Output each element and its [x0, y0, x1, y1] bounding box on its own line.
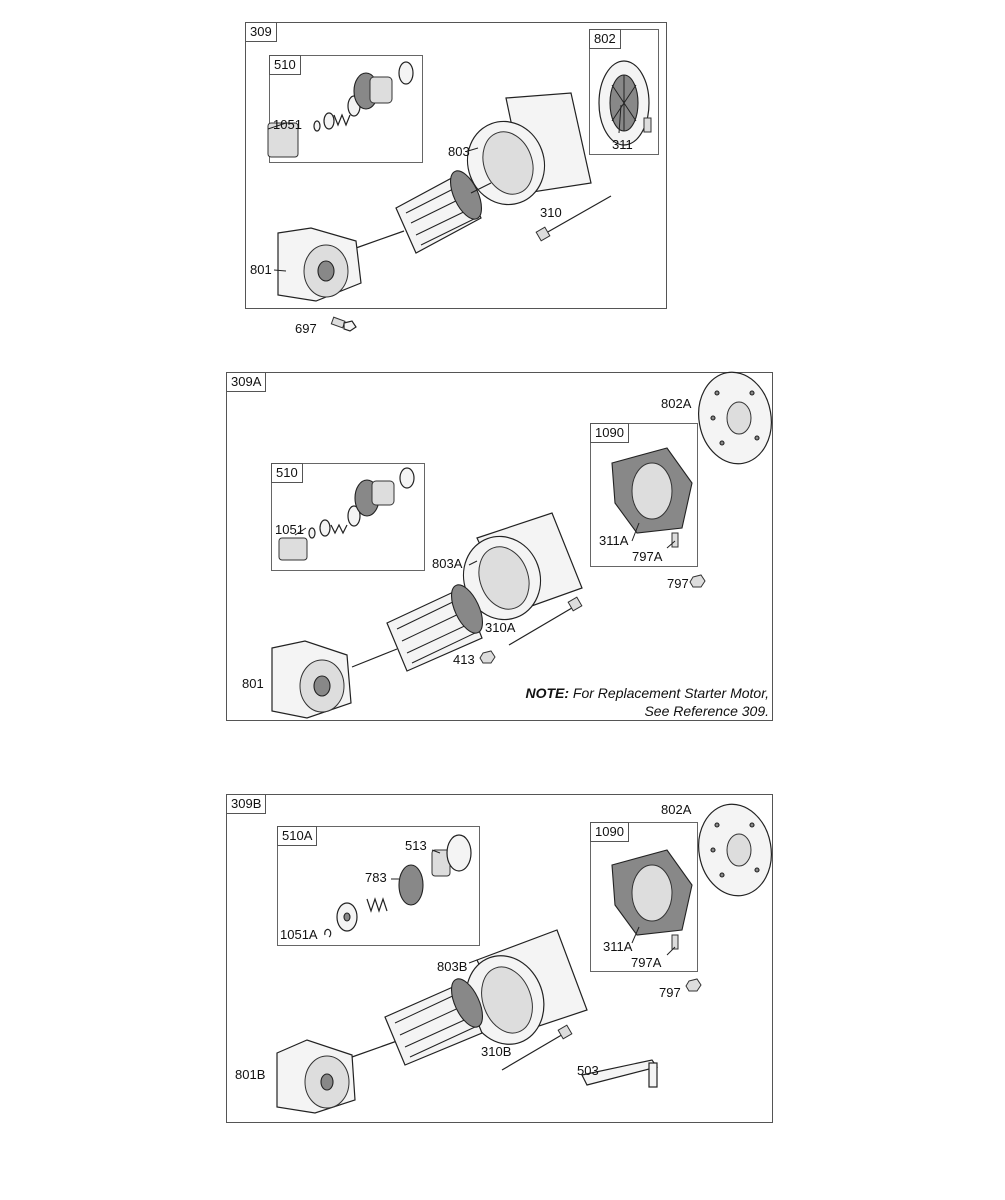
mounting-bracket-801-icon — [272, 641, 351, 718]
leader-803B — [469, 960, 477, 963]
nut-413-icon — [480, 651, 495, 663]
label-802A: 802A — [661, 802, 692, 817]
label-783: 783 — [365, 870, 387, 885]
label-797: 797 — [667, 576, 689, 591]
screw-697-icon — [330, 315, 360, 335]
label-797: 797 — [659, 985, 681, 1000]
replacement-note — [487, 684, 769, 720]
sub-assembly-tag-802: 802 — [589, 29, 621, 49]
note-line-2: See Reference 309. — [644, 703, 769, 719]
label-803: 803 — [448, 144, 470, 159]
panel-309A — [226, 372, 773, 721]
label-797A: 797A — [632, 549, 663, 564]
sub-assembly-tag-510: 510 — [271, 463, 303, 483]
label-311A: 311A — [599, 533, 629, 548]
panel-tag-309: 309 — [245, 22, 277, 42]
label-802A: 802A — [661, 396, 692, 411]
label-310B: 310B — [481, 1044, 512, 1059]
note-prefix: NOTE: — [525, 685, 570, 701]
panel-309 — [245, 22, 667, 309]
nut-797-icon — [690, 575, 705, 587]
label-311A: 311A — [603, 939, 633, 954]
panel-tag-309A: 309A — [226, 372, 266, 392]
pinion-gear-icon — [268, 62, 413, 157]
sub-assembly-tag-1090: 1090 — [590, 423, 629, 443]
panel-309B — [226, 794, 773, 1123]
leader-797A — [667, 947, 675, 955]
drive-assembly-510A-icon — [325, 835, 471, 937]
mounting-bracket-801-icon — [278, 228, 361, 301]
label-310A: 310A — [485, 620, 516, 635]
label-413: 413 — [453, 652, 475, 667]
label-1051: 1051 — [275, 522, 304, 537]
mounting-bracket-801B-icon — [277, 1040, 355, 1113]
armature-icon — [352, 974, 489, 1065]
note-line-1: For Replacement Starter Motor, — [572, 685, 769, 701]
label-310: 310 — [540, 205, 562, 220]
sub-assembly-tag-1090: 1090 — [590, 822, 629, 842]
label-697: 697 — [295, 321, 317, 336]
nut-797-icon — [686, 979, 701, 991]
pinion-gear-icon — [279, 468, 414, 560]
armature-icon — [356, 166, 491, 253]
end-plate-802A-icon — [692, 366, 779, 469]
label-801B: 801B — [235, 1067, 266, 1082]
starter-motor-309A-drawing — [227, 373, 772, 720]
label-513: 513 — [405, 838, 427, 853]
label-801: 801 — [250, 262, 272, 277]
label-803A: 803A — [432, 556, 463, 571]
label-797A: 797A — [631, 955, 662, 970]
label-1051: 1051 — [273, 117, 302, 132]
label-1051A: 1051A — [280, 927, 318, 942]
sub-assembly-tag-510: 510 — [269, 55, 301, 75]
label-801: 801 — [242, 676, 264, 691]
end-plate-802A-icon — [692, 798, 779, 901]
panel-tag-309B: 309B — [226, 794, 266, 814]
sub-assembly-tag-510A: 510A — [277, 826, 317, 846]
label-311: 311 — [612, 137, 633, 152]
starter-motor-309-drawing — [246, 23, 666, 308]
label-803B: 803B — [437, 959, 468, 974]
brush-plate-1090-icon — [612, 850, 692, 949]
end-cap-802-icon — [599, 61, 651, 145]
starter-motor-309B-drawing — [227, 795, 772, 1122]
label-503: 503 — [577, 1063, 599, 1078]
